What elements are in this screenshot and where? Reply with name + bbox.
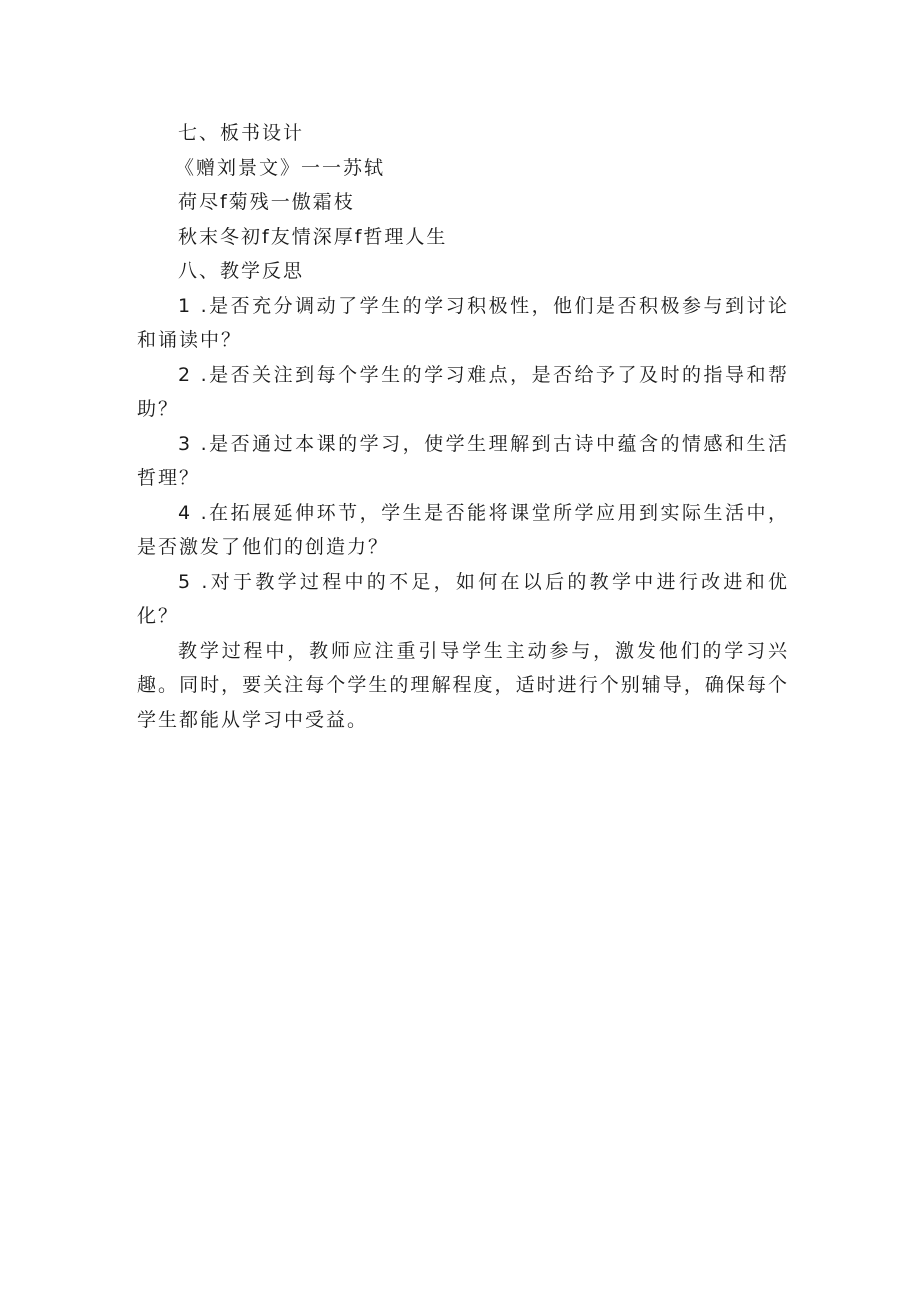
section-heading-reflection: 八、教学反思 <box>178 260 305 282</box>
reflection-item-4: 4 .在拓展延伸环节，学生是否能将课堂所学应用到实际生活中，是否激发了他们的创造力？ <box>137 501 789 558</box>
reflection-item-2: 2 .是否关注到每个学生的学习难点，是否给予了及时的指导和帮助？ <box>137 363 789 420</box>
board-line-1: 荷尽f菊残一傲霜枝 <box>178 191 355 213</box>
reflection-item-3: 3 .是否通过本课的学习，使学生理解到古诗中蕴含的情感和生活哲理？ <box>137 432 789 489</box>
document-body <box>137 116 789 737</box>
section-heading-board-design: 七、板书设计 <box>178 122 305 144</box>
reflection-closing-paragraph: 教学过程中，教师应注重引导学生主动参与，激发他们的学习兴趣。同时，要关注每个学生的理解程度，适时进行个别辅导，确保每个学生都能从学习中受益。 <box>137 639 789 731</box>
board-line-2: 秋末冬初f友情深厚f哲理人生 <box>178 225 448 248</box>
reflection-item-1: 1 .是否充分调动了学生的学习积极性，他们是否积极参与到讨论和诵读中？ <box>137 294 789 351</box>
reflection-item-5: 5 .对于教学过程中的不足，如何在以后的教学中进行改进和优化？ <box>137 570 789 627</box>
board-title-line: 《赠刘景文》一一苏轼 <box>175 156 386 179</box>
